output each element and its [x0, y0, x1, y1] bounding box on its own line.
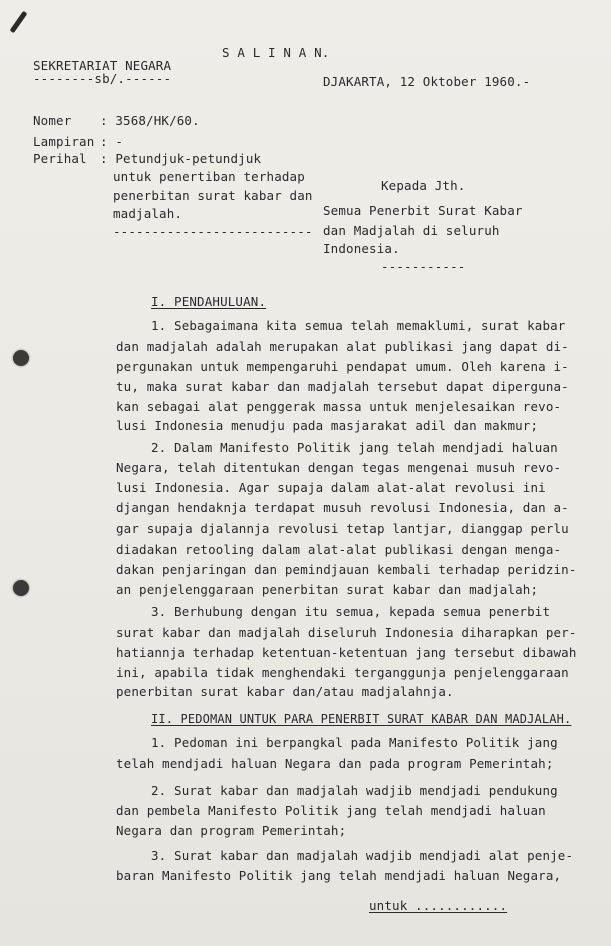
body-line: 1. Pedoman ini berpangkal pada Manifesto Politik jang	[151, 735, 558, 750]
lampiran-value: : -	[100, 134, 124, 149]
body-line: penerbitan surat kabar dan/atau madjalahnja.	[116, 684, 454, 699]
body-line: 2. Dalam Manifesto Politik jang telah mendjadi haluan	[151, 440, 558, 455]
recipient-line: Kepada Jth.	[381, 178, 466, 193]
body-line: lusi Indonesia menudju pada masjarakat adil dan makmur;	[116, 418, 539, 433]
section-heading: II. PEDOMAN UNTUK PARA PENERBIT SURAT KABAR DAN MADJALAH.	[151, 712, 572, 726]
body-line: lusi Indonesia. Agar supaja dalam alat-alat revolusi ini	[116, 480, 546, 495]
body-line: ini, apabila tidak menghendaki terganggunja penjelenggaraan	[116, 665, 569, 680]
body-line: 1. Sebagaimana kita semua telah memaklumi, surat kabar	[151, 318, 566, 333]
office-name: SEKRETARIAT NEGARA	[33, 58, 172, 73]
body-line: surat kabar dan madjalah diseluruh Indonesia diharapkan per-	[116, 625, 577, 640]
recipient-line: Indonesia.	[323, 241, 400, 256]
body-line: dan pembela Manifesto Politik jang telah mendjadi haluan	[116, 803, 546, 818]
office-sub: --------sb/.------	[33, 71, 172, 86]
body-line: diadakan retooling dalam alat-alat publikasi dengan menga-	[116, 542, 562, 557]
recipient-line: Semua Penerbit Surat Kabar	[323, 203, 523, 218]
body-line: djangan hendaknja terdapat musuh revolusi Indonesia, dan a-	[116, 500, 569, 515]
body-line: 2. Surat kabar dan madjalah wadjib mendjadi pendukung	[151, 783, 558, 798]
body-line: tu, maka surat kabar dan madjalah tersebut dapat dipergunа-	[116, 379, 569, 394]
recipient-line: dan Madjalah di seluruh	[323, 223, 500, 238]
nomer-label: Nomer	[33, 113, 72, 128]
body-line: telah mendjadi haluan Negara dan pada program Pemerintah;	[116, 756, 554, 771]
perihal-line: : Petundjuk-petundjuk	[100, 151, 262, 166]
body-line: baran Manifesto Politik jang telah mendjadi haluan Negara,	[116, 868, 562, 883]
recipient-rule: -----------	[381, 259, 466, 274]
body-line: kan sebagai alat penggerak massa untuk menjelesaikan revo-	[116, 399, 562, 414]
perihal-label: Perihal	[33, 151, 87, 166]
body-line: hatiannja terhadap ketentuan-ketentuan jang tersebut dibawah	[116, 645, 577, 660]
perihal-rule: --------------------------	[113, 224, 313, 239]
body-line: an penjelenggaraan penerbitan surat kabar dan madjalah;	[116, 582, 539, 597]
nomer-value: : 3568/HK/60.	[100, 113, 200, 128]
body-line: 3. Surat kabar dan madjalah wadjib mendjadi alat penje-	[151, 848, 574, 863]
continuation-note: untuk ............	[369, 898, 508, 913]
punch-hole-bottom	[13, 580, 29, 596]
document-title: S A L I N A N.	[222, 45, 330, 60]
lampiran-label: Lampiran	[33, 134, 95, 149]
date-line: DJAKARTA, 12 Oktober 1960.-	[323, 74, 531, 89]
body-line: Negara dan program Pemerintah;	[116, 823, 347, 838]
body-line: pergunakan untuk mempengaruhi pendapat umum. Oleh karena i-	[116, 359, 569, 374]
section-heading: I. PENDAHULUAN.	[151, 294, 267, 309]
perihal-line: untuk penertiban terhadap	[113, 169, 305, 184]
perihal-line: madjalah.	[113, 206, 183, 221]
body-line: dakan penjaringan dan pemindjauan kembali terhadap peridzin-	[116, 562, 577, 577]
body-line: Negara, telah ditentukan dengan tegas mengenai musuh revo-	[116, 460, 562, 475]
punch-hole-top	[13, 350, 29, 366]
body-line: gar supaja djalannja revolusi tetap lantjar, dianggap perlu	[116, 521, 569, 536]
body-line: 3. Berhubung dengan itu semua, kepada semua penerbit	[151, 604, 551, 619]
body-line: dan madjalah adalah merupakan alat publikasi jang dapat di-	[116, 339, 569, 354]
perihal-line: penerbitan surat kabar dan	[113, 188, 313, 203]
